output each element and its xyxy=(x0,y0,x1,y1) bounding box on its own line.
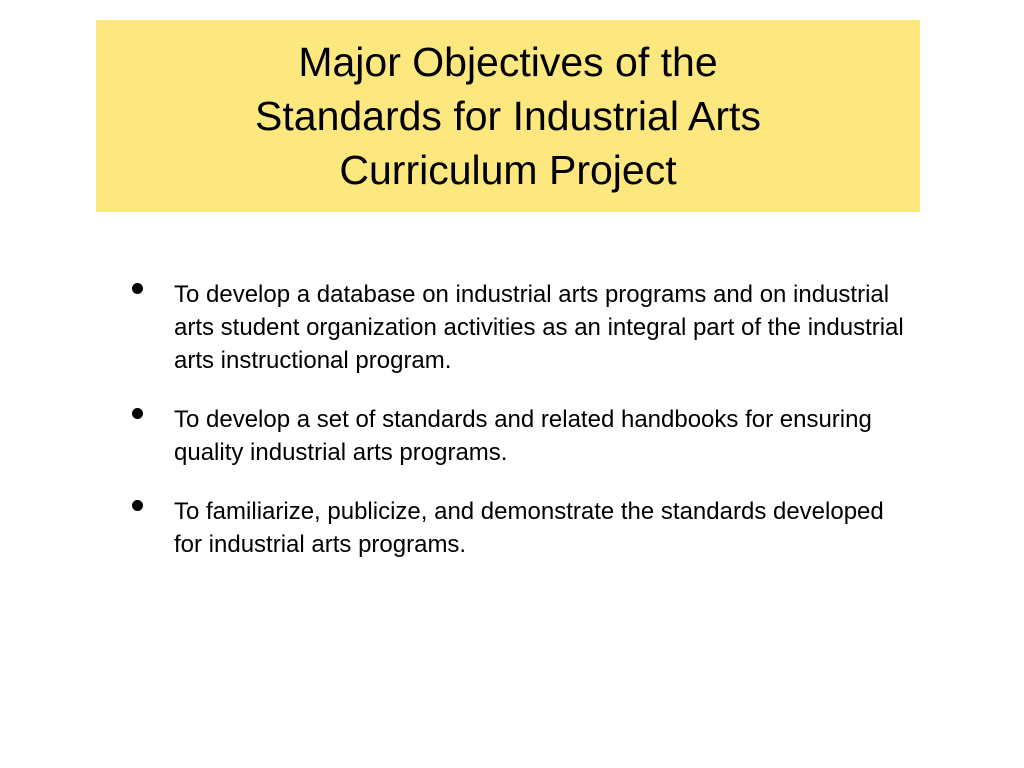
title-banner xyxy=(96,20,920,212)
title-line-1: Major Objectives of the xyxy=(298,39,718,85)
title-line-2: Standards for Industrial Arts xyxy=(255,93,761,139)
objective-text: To develop a set of standards and related handbooks for ensuring quality industrial arts programs. xyxy=(174,406,872,466)
bullet-dot-icon xyxy=(132,500,143,511)
title-line-3: Curriculum Project xyxy=(339,147,677,193)
objectives-list xyxy=(128,278,908,561)
slide-title xyxy=(255,35,761,197)
objective-text: To familiarize, publicize, and demonstrate the standards developed for industrial arts programs. xyxy=(174,498,884,558)
bullet-dot-icon xyxy=(132,408,143,419)
bullet-dot-icon xyxy=(132,283,143,294)
objective-item-standards xyxy=(128,403,908,469)
objective-item-database xyxy=(128,278,908,377)
objective-item-publicize xyxy=(128,495,908,561)
objective-text: To develop a database on industrial arts programs and on industrial arts student organization activities as an integral part of the industrial arts instructional program. xyxy=(174,281,904,374)
